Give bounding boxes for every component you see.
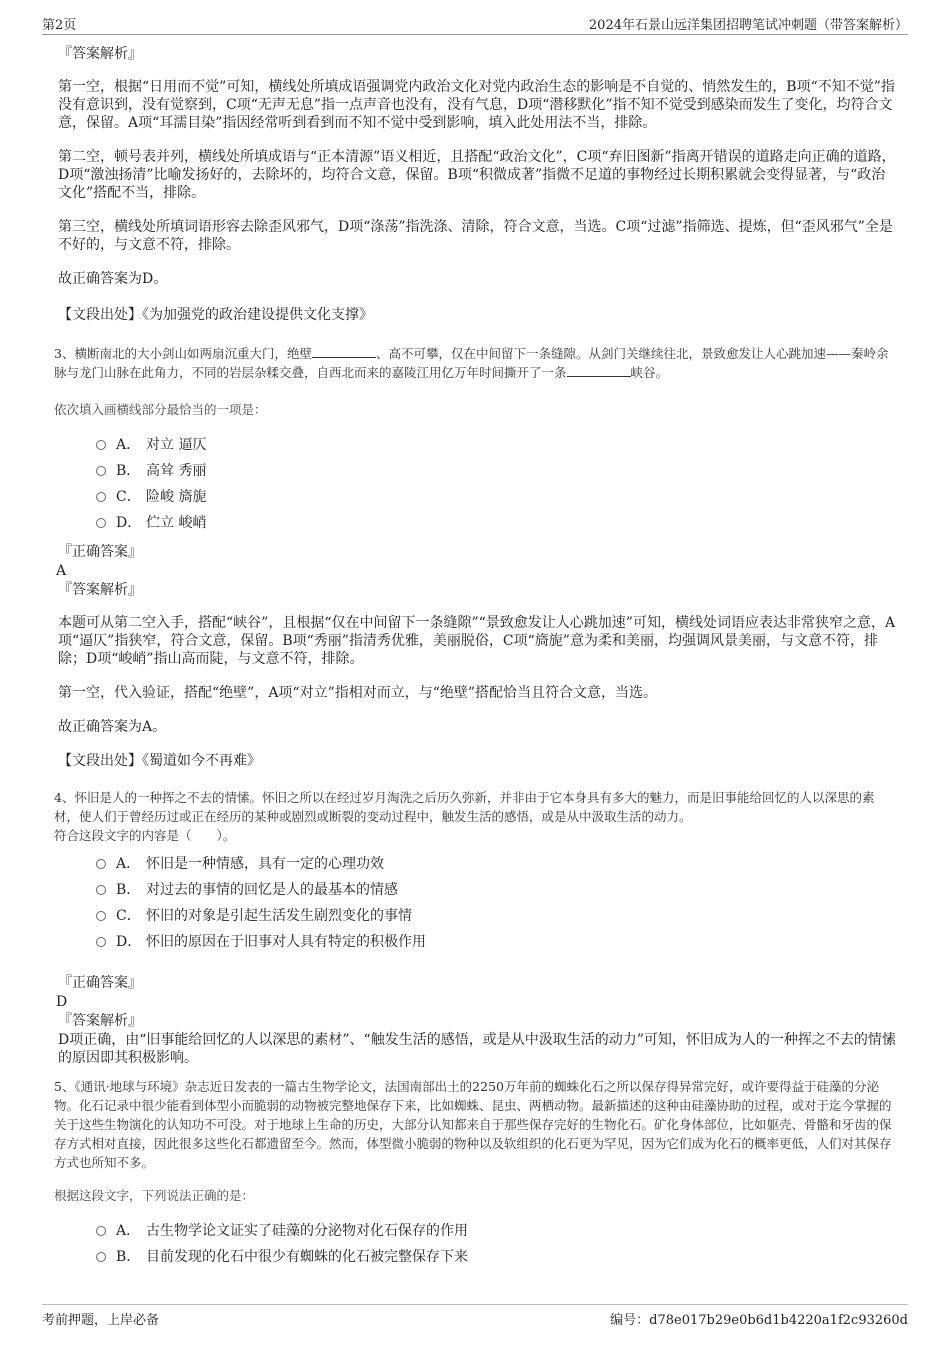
footer-slogan: 考前押题，上岸必备 <box>42 1313 160 1328</box>
radio-icon[interactable] <box>96 911 106 921</box>
conclusion: 故正确答案为A。 <box>58 719 167 735</box>
question-stem: 4、怀旧是人的一种挥之不去的情愫。怀旧之所以在经过岁月淘洗之后历久弥新，并非由于它本身具有多大的魅力，而是旧事能给回忆的人以深思的素材，使人们于曾经历过或正在经历的某种或剧烈或断裂的变动过程中，触发生活的感悟，或是从中汲取生活的动力。 <box>54 790 875 824</box>
analysis-paragraph: D项正确，由“旧事能给回忆的人以深思的素材”、“触发生活的感悟，或是从中汲取生活的动力”可知，怀旧成为人的一种挥之不去的情愫的原因即其积极影响。 <box>58 1032 896 1066</box>
option-d[interactable]: D． 伫立 峻峭 <box>96 510 898 536</box>
option-c[interactable]: C． 怀旧的对象是引起生活发生剧烈变化的事情 <box>96 903 898 929</box>
analysis-label: 『答案解析』 <box>58 1013 142 1029</box>
radio-icon[interactable] <box>96 859 106 869</box>
radio-icon[interactable] <box>96 518 106 528</box>
radio-icon[interactable] <box>96 440 106 450</box>
radio-icon[interactable] <box>96 937 106 947</box>
source-citation: 【文段出处】《为加强党的政治建设提供文化支撑》 <box>58 307 373 323</box>
analysis-paragraph: 第一空，代入验证，搭配“绝壁”，A项“对立”指相对而立，与“绝壁”搭配恰当且符合文意，当选。 <box>58 685 658 701</box>
page-content <box>56 44 898 1270</box>
radio-icon[interactable] <box>96 1226 106 1236</box>
question-prompt: 依次填入画横线部分最恰当的一项是： <box>54 402 267 417</box>
radio-icon[interactable] <box>96 492 106 502</box>
radio-icon[interactable] <box>96 466 106 476</box>
page-number: 第2页 <box>42 18 77 33</box>
correct-answer: A <box>56 563 67 579</box>
analysis-paragraph: 第三空，横线处所填词语形容去除歪风邪气，D项“涤荡”指洗涤、清除，符合文意，当选。C项“过滤”指筛选、提炼，但“歪风邪气”全是不好的，与文意不符，排除。 <box>58 219 893 253</box>
radio-icon[interactable] <box>96 1252 106 1262</box>
option-a[interactable]: A． 怀旧是一种情感，具有一定的心理功效 <box>96 851 898 877</box>
page-header <box>42 14 908 35</box>
analysis-label: 『答案解析』 <box>58 582 142 598</box>
conclusion: 故正确答案为D。 <box>58 271 168 287</box>
option-b[interactable]: B． 高耸 秀丽 <box>96 458 898 484</box>
option-a[interactable]: A． 对立 逼仄 <box>96 432 898 458</box>
correct-answer-label: 『正确答案』 <box>58 975 142 991</box>
document-id: 编号：d78e017b29e0b6d1b4220a1f2c93260d <box>610 1313 908 1328</box>
correct-answer-label: 『正确答案』 <box>58 544 142 560</box>
option-c[interactable]: C． 险峻 旖旎 <box>96 484 898 510</box>
fill-blank <box>312 345 376 358</box>
page-footer <box>42 1304 908 1327</box>
question-stem: 3、横断南北的大小剑山如两扇沉重大门，绝壁 、高不可攀，仅在中间留下一条缝隙。从剑门关继续往北，景致愈发让人心跳加速——秦岭余脉与龙门山脉在此角力，不同的岩层杂糅交叠，自西北而来的嘉陵江用亿万年时间撕开了一条 峡谷。 <box>54 346 889 380</box>
question-prompt: 根据这段文字，下列说法正确的是： <box>54 1188 255 1203</box>
option-b[interactable]: B． 对过去的事情的回忆是人的最基本的情感 <box>96 877 898 903</box>
radio-icon[interactable] <box>96 885 106 895</box>
document-title: 2024年石景山远洋集团招聘笔试冲刺题（带答案解析） <box>588 18 908 33</box>
analysis-label: 『答案解析』 <box>58 46 142 62</box>
option-d[interactable]: D． 怀旧的原因在于旧事对人具有特定的积极作用 <box>96 929 898 955</box>
analysis-paragraph: 第二空，顿号表并列，横线处所填成语与“正本清源”语义相近，且搭配“政治文化”，C项“弃旧图新”指离开错误的道路走向正确的道路，D项“激浊扬清”比喻发扬好的，去除坏的，均符合文意，保留。B项“积微成著”指微不足道的事物经过长期积累就会变得显著，与“政治文化”搭配不当，排除。 <box>58 149 896 201</box>
question-stem: 5、《通讯·地球与环境》杂志近日发表的一篇古生物学论文，法国南部出土的2250万年前的蜘蛛化石之所以保存得异常完好，或许要得益于硅藻的分泌物。化石记录中很少能看到体型小而脆弱的动物被完整地保存下来，比如蜘蛛、昆虫、两栖动物。最新描述的这种由硅藻协助的过程，或对于迄今掌握的关于这些生物演化的认知功不可没。对于地球上生命的历史，大部分认知都来自于那些保存完好的生物化石。矿化身体部位，比如躯壳、骨骼和牙齿的保存方式相对直接，因此很多这些化石都遗留至今。然而，体型微小脆弱的物种以及软组织的化石更为罕见，因为它们成为化石的概率更低，人们对其保存方式也所知不多。 <box>54 1079 892 1170</box>
correct-answer: D <box>56 994 68 1010</box>
option-b[interactable]: B． 目前发现的化石中很少有蜘蛛的化石被完整保存下来 <box>96 1244 898 1270</box>
analysis-paragraph: 第一空，根据“日用而不觉”可知，横线处所填成语强调党内政治文化对党内政治生态的影响是不自觉的、悄然发生的，B项“不知不觉”指没有意识到，没有觉察到，C项“无声无息”指一点声音也没有，没有气息，D项“潜移默化”指不知不觉受到感染而发生了变化，均符合文意，保留。A项“耳濡目染”指因经常听到看到而不知不觉中受到影响，填入此处用法不当，排除。 <box>58 79 895 131</box>
source-citation: 【文段出处】《蜀道如今不再难》 <box>58 753 261 769</box>
fill-blank <box>567 364 631 377</box>
analysis-paragraph: 本题可从第二空入手，搭配“峡谷”，且根据“仅在中间留下一条缝隙”“景致愈发让人心跳加速”可知，横线处词语应表达非常狭窄之意，A项“逼仄”指狭窄，符合文意，保留。B项“秀丽”指清秀优雅，美丽脱俗，C项“旖旎”意为柔和美丽，均强调风景美丽，与文意不符，排除；D项“峻峭”指山高而陡，与文意不符，排除。 <box>58 615 896 667</box>
question-prompt: 符合这段文字的内容是（ ）。 <box>54 828 236 843</box>
option-a[interactable]: A． 古生物学论文证实了硅藻的分泌物对化石保存的作用 <box>96 1218 898 1244</box>
